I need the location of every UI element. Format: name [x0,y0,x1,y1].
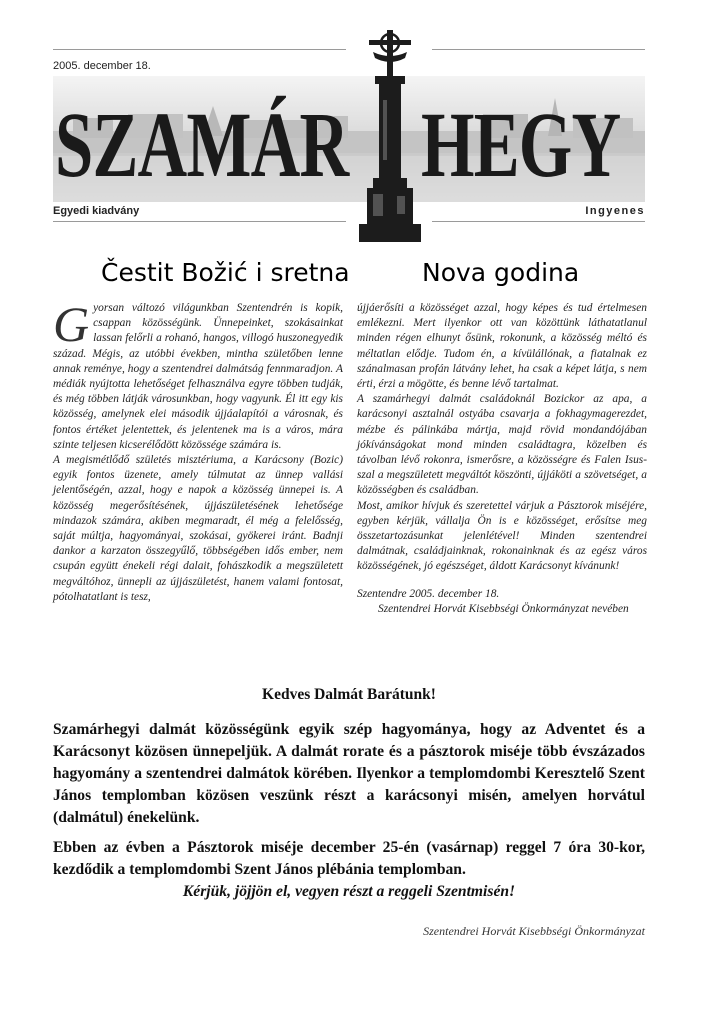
announcement-paragraph: Szamárhegyi dalmát közösségünk egyik szép hagyománya, hogy az Adventet és a Karácsonyt közösen ünnepeljük. A dalmát rorate és a pásztorok miséje több évszázados hagyomány a szentendrei dalmátok körében. Ilyenkor a templomdombi Keresztelő Szent János templomban közösen veszünk részt a karácsonyi misén, amelyen horvátul (dalmátul) énekelünk. [53,721,645,826]
article-right-column [357,301,647,617]
price-label: Ingyenes [585,205,645,217]
stone-cross-icon [345,30,435,248]
article-paragraph: A megismétlődő születés misztériuma, a Karácsony (Bozic) egyik fontos üzenete, amely túlmutat az ünnep vallási jelentőségén, azzal, hogy e napok a közösség ünnepei is. A közösség megerősítésének, újjászületésének lehetősége mindazok számára, akiben megmaradt, él még a felelősség, saját múltja, hagyományai, szokásai, gyökerei iránt. Badnji dankor a karzaton összegyűlő, többségében idős ember, nem csupán együtt énekeli régi dalait, fohászkodik a megszületett megváltóhoz, ünnepli az újjászületést, hanem valami fontosat, pótolhatatlant is tesz, [53,454,343,603]
paragraph-text: yorsan változó világunkban Szentendrén is kopik, csappan közösségünk. Ünnepeinket, szokásainkat lassan felőrli a rohanó, hangos, villogó huszonegyedik század. Mégis, az utóbbi években, mintha születőben lenne annak reménye, hogy a szentendrei dalmátság fennmaradjon. A médiák nyújtotta lehetőséget felhasználva egyre többen tudják, és még többen látják városunkban, hogy vagyunk. Él itt egy kis közösség, amelynek elei második újjáalapítói a városnak, és fontos értéket jelentettek, és jelentenek ma is a város, mára szinte teljesen kicserélődött közössége számára is. [53,302,343,451]
article-signature-org: Szentendrei Horvát Kisebbségi Önkormányzat nevében [378,602,629,615]
article-paragraph: újjáerősíti a közösséget azzal, hogy képes és tud értelmesen emlékezni. Mert ilyenkor ott van közöttünk láthatatlanul minden régen elhunyt ősünk, rokonunk, a közösség méltó és méltatlan elődje. Tudom én, a kívülállónak, a fiatalnak ez szánalmasan profán látvány lehet, ha csak a képet látja, s nem érti, érzi a mögötte, és benne lévő tartalmat. [357,302,647,391]
subheader-rule-left [53,221,346,222]
announcement-heading: Kedves Dalmát Barátunk! [262,686,436,703]
announcement-signature: Szentendrei Horvát Kisebbségi Önkormányzat [423,924,645,938]
announcement-paragraph: Ebben az évben a Pásztorok miséje december 25-én (vasárnap) reggel 7 óra 30-kor, kezdődik a templomdombi Szent János plébánia templomban. [53,839,645,878]
masthead-title-right: HEGY [421,92,621,197]
article-paragraph [53,296,343,453]
header-rule-right [432,49,645,50]
article-left-column [53,296,343,605]
masthead-title-left: SZAMÁR [55,92,349,197]
article-signature-date: Szentendre 2005. december 18. [357,587,500,600]
article-paragraph: Most, amikor hívjuk és szeretettel várjuk a Pásztorok miséjére, egyben kérjük, vállalja Ön is e közösséget, erősítse meg összetartozásunkat jelenlétével! Minden szentendrei dalmátnak, családjainknak, rokonainknak és az egész város közösségének, jó egészséget, áldott Karácsonyt kívánunk! [357,499,647,573]
announcement-invitation: Kérjük, jöjjön el, vegyen részt a reggeli Szentmisén! [182,883,516,900]
edition-label: Egyedi kiadvány [53,205,140,217]
header-rule-left [53,49,346,50]
greeting-croatian-newyear: Nova godina [422,258,580,287]
greeting-croatian-christmas: Čestit Božić i sretna [101,258,350,287]
article-paragraph: A szamárhegyi dalmát családoknál Bozickor az apa, a karácsonyi asztalnál ostyába csavarja a fokhagymagerezdet, mézbe és pálinkába mártja, majd rövid mondandójában jókívánságokat mond minden családtagra, közelben és távolban lévő rokonra, ismerősre, a közösségre és Falen Isus-szal a megszületett megváltót köszönti, újjáköti a szövetséget, a közösségben és családban. [357,393,647,497]
subheader-rule-right [432,221,645,222]
issue-date: 2005. december 18. [53,60,151,72]
drop-cap: G [53,296,90,352]
